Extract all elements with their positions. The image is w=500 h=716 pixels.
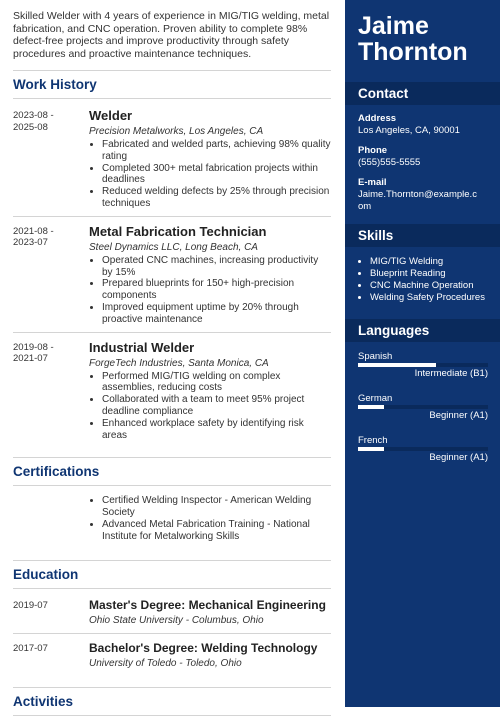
education-entry xyxy=(13,598,331,627)
proficiency-level: Beginner (A1) xyxy=(429,410,488,421)
certifications-list xyxy=(13,495,331,542)
list-item: • Fabricated and welded parts, achieving 98% quality rating xyxy=(102,139,331,163)
email-value-line1: Jaime.Thornton@example.c xyxy=(358,189,477,200)
divider xyxy=(13,485,331,486)
education-entry xyxy=(13,641,331,670)
work-date-start: 2023-08 - xyxy=(13,110,54,121)
work-date xyxy=(13,110,83,133)
email-label: E-mail xyxy=(358,177,387,188)
language-name: French xyxy=(358,435,388,446)
list-item: • Collaborated with a team to meet 95% project deadline compliance xyxy=(102,394,331,418)
work-entry xyxy=(13,108,331,210)
list-item: • Welding Safety Procedures xyxy=(370,292,490,304)
proficiency-fill xyxy=(358,447,384,451)
language-name: Spanish xyxy=(358,351,393,362)
language-item xyxy=(358,393,490,422)
company-name: Precision Metalworks, Los Angeles, CA xyxy=(89,126,264,137)
work-entry xyxy=(13,340,331,442)
skills-bullets xyxy=(358,256,490,304)
professional-summary: Skilled Welder with 4 years of experience in MIG/TIG welding, metal fabrication, and CNC operation. Proven ability to complete 98% defect-free projects and improve productivity through safety procedures and proactive maintenance techniques. xyxy=(13,10,330,60)
divider xyxy=(13,588,331,589)
school-name: Ohio State University - Columbus, Ohio xyxy=(89,614,264,626)
work-date xyxy=(13,226,83,249)
language-item xyxy=(358,435,490,464)
proficiency-bar xyxy=(358,405,488,409)
candidate-name xyxy=(345,0,500,65)
education-date: 2019-07 xyxy=(13,599,48,611)
certification-bullets xyxy=(89,495,331,542)
list-item: • Performed MIG/TIG welding on complex assemblies, reducing costs xyxy=(102,371,331,395)
list-item: • Blueprint Reading xyxy=(370,268,490,280)
section-title-work-history: Work History xyxy=(13,77,97,92)
work-date-start: 2021-08 - xyxy=(13,225,54,237)
list-item: • Improved equipment uptime by 20% through proactive maintenance xyxy=(102,302,331,326)
education-date: 2017-07 xyxy=(13,642,48,654)
work-date-start: 2019-08 - xyxy=(13,341,54,353)
work-date-end: 2023-07 xyxy=(13,237,48,249)
school-name: University of Toledo - Toledo, Ohio xyxy=(89,657,242,669)
language-item xyxy=(358,351,490,380)
section-title-skills: Skills xyxy=(345,224,500,247)
divider xyxy=(13,457,331,458)
section-title-activities: Activities xyxy=(13,693,74,709)
section-title-contact: Contact xyxy=(345,82,500,105)
list-item: • Certified Welding Inspector - American Welding Society xyxy=(102,495,331,519)
address-label: Address xyxy=(358,113,397,124)
section-title-education: Education xyxy=(13,566,79,582)
divider xyxy=(13,216,331,217)
list-item: • CNC Machine Operation xyxy=(370,280,490,292)
job-bullets xyxy=(89,255,331,326)
address-value: Los Angeles, CA, 90001 xyxy=(358,125,460,136)
divider xyxy=(13,633,331,634)
company-name: ForgeTech Industries, Santa Monica, CA xyxy=(89,357,269,369)
section-title-certifications: Certifications xyxy=(13,464,100,480)
email-value-line2: om xyxy=(358,201,372,212)
work-entry xyxy=(13,224,331,326)
job-title: Industrial Welder xyxy=(89,339,195,355)
divider xyxy=(13,70,331,71)
list-item: • Operated CNC machines, increasing productivity by 15% xyxy=(102,255,331,279)
job-bullets xyxy=(89,139,331,210)
list-item: • MIG/TIG Welding xyxy=(370,256,490,268)
job-bullets xyxy=(89,371,331,442)
proficiency-bar xyxy=(358,447,488,451)
phone-label: Phone xyxy=(358,145,388,156)
degree-title: Bachelor's Degree: Welding Technology xyxy=(89,640,318,655)
language-name: German xyxy=(358,393,393,404)
skills-list xyxy=(345,256,500,304)
languages-list xyxy=(345,351,500,464)
proficiency-fill xyxy=(358,405,384,409)
list-item: • Completed 300+ metal fabrication projects within deadlines xyxy=(102,163,331,187)
work-date xyxy=(13,342,83,365)
degree-title: Master's Degree: Mechanical Engineering xyxy=(89,597,326,612)
work-date-end: 2021-07 xyxy=(13,353,48,365)
proficiency-level: Intermediate (B1) xyxy=(414,368,488,379)
list-item: • Prepared blueprints for 150+ high-precision components xyxy=(102,278,331,302)
last-name: Thornton xyxy=(358,38,468,66)
divider xyxy=(13,687,331,688)
divider xyxy=(13,715,331,716)
list-item: • Advanced Metal Fabrication Training - National Institute for Metalworking Skills xyxy=(102,519,331,543)
divider xyxy=(13,332,331,333)
section-title-languages: Languages xyxy=(345,319,500,342)
job-title: Metal Fabrication Technician xyxy=(89,223,267,239)
first-name: Jaime xyxy=(358,12,429,40)
contact-details xyxy=(345,113,500,213)
divider xyxy=(13,560,331,561)
company-name: Steel Dynamics LLC, Long Beach, CA xyxy=(89,241,258,253)
proficiency-level: Beginner (A1) xyxy=(429,452,488,463)
phone-value: (555)555-5555 xyxy=(358,157,421,168)
sidebar xyxy=(345,0,500,707)
job-title: Welder xyxy=(89,108,133,123)
list-item: • Reduced welding defects by 25% through precision techniques xyxy=(102,186,331,210)
divider xyxy=(13,98,331,99)
work-date-end: 2025-08 xyxy=(13,121,48,133)
proficiency-bar xyxy=(358,363,488,367)
list-item: • Enhanced workplace safety by identifying risk areas xyxy=(102,418,331,442)
proficiency-fill xyxy=(358,363,436,367)
